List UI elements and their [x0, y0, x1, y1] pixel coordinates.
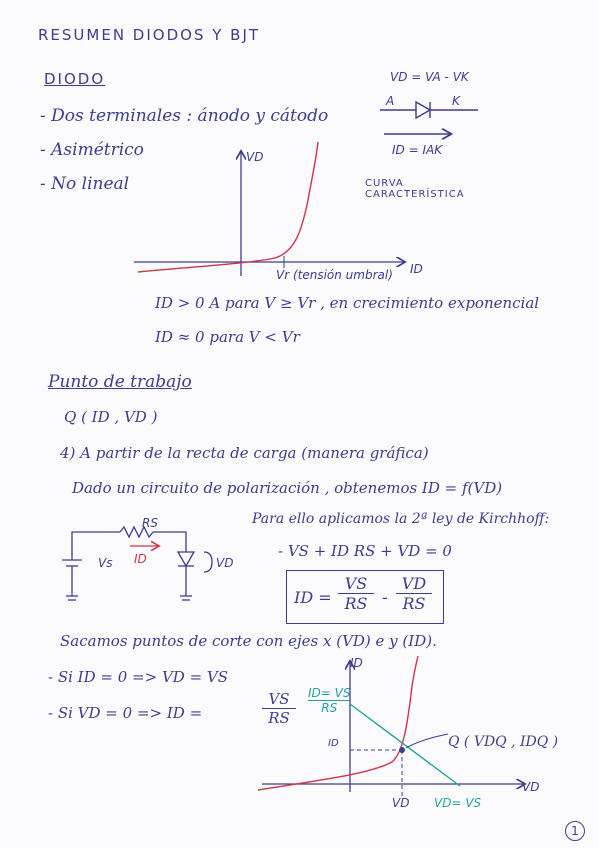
graph1-axes [134, 152, 404, 276]
graph2-diode-curve [258, 656, 418, 790]
graph2-x-label: VD [522, 780, 540, 794]
text-cuts: Sacamos puntos de corte con ejes x (VD) e y (ID). [60, 632, 437, 650]
q-pointer [406, 734, 448, 748]
circuit [62, 527, 212, 600]
cut2-num: VS [262, 690, 296, 709]
graph2-vd-tick: VD [392, 796, 410, 810]
curve-label: CURVA CARACTERÍSTICA [365, 178, 465, 200]
vs-label: Vs [98, 556, 113, 570]
bullet-2: - Asimétrico [40, 140, 144, 160]
anode-label: A [386, 94, 395, 108]
heading-punto-trabajo: Punto de trabajo [48, 372, 192, 392]
condition-2: ID ≈ 0 para V < Vr [155, 328, 300, 346]
cut-1: - Si ID = 0 => VD = VS [48, 668, 229, 686]
heading-diodo: DIODO [44, 70, 106, 88]
frac1-den: RS [344, 594, 368, 613]
q-point-label: Q ( VDQ , IDQ ) [448, 734, 559, 750]
condition-1: ID > 0 A para V ≥ Vr , en crecimiento exponencial [155, 294, 540, 312]
id-definition: ID = IAK [392, 143, 443, 157]
rs-label: RS [142, 516, 158, 530]
q-point [399, 747, 405, 753]
cut2-den: RS [268, 709, 290, 727]
vd-definition: VD = VA - VK [390, 70, 469, 84]
graph1-curve [138, 142, 318, 272]
diode-symbol [380, 102, 478, 134]
y-intercept-den: RS [321, 701, 338, 715]
frac2-den: RS [402, 594, 426, 613]
kvl-equation: - VS + ID RS + VD = 0 [278, 542, 452, 560]
graph1-y-label: VD [246, 150, 264, 164]
cathode-label: K [452, 94, 460, 108]
text-circuit: Dado un circuito de polarización , obtenemos ID = f(VD) [72, 479, 503, 497]
y-intercept-num: ID= VS [308, 686, 351, 700]
graph2-axes [262, 662, 524, 792]
graph1-x-label: ID [410, 262, 423, 276]
x-intercept-label: VD= VS [434, 796, 482, 810]
graph2-id-tick: ID [328, 738, 339, 749]
id-arrow-label: ID [134, 552, 147, 566]
page-number: 1 [565, 821, 585, 841]
threshold-label: Vr (tensión umbral) [276, 268, 393, 282]
page-title: RESUMEN DIODOS Y BJT [38, 26, 261, 44]
load-line [350, 704, 460, 786]
vd-label: VD [216, 556, 234, 570]
box-lhs: ID = [294, 588, 332, 607]
graph2-y-label: ID [350, 656, 363, 670]
q-point-def: Q ( ID , VD ) [64, 408, 158, 426]
bullet-1: - Dos terminales : ánodo y cátodo [40, 106, 329, 126]
cut-2: - Si VD = 0 => ID = [48, 704, 203, 722]
frac2-num: VD [396, 574, 432, 594]
frac1-num: VS [338, 574, 374, 594]
box-minus: - [382, 588, 388, 608]
bullet-3: - No lineal [40, 174, 130, 194]
method-item: 4) A partir de la recta de carga (manera gráfica) [60, 444, 429, 462]
text-kirchhoff: Para ello aplicamos la 2ª ley de Kirchhoff: [252, 511, 550, 527]
